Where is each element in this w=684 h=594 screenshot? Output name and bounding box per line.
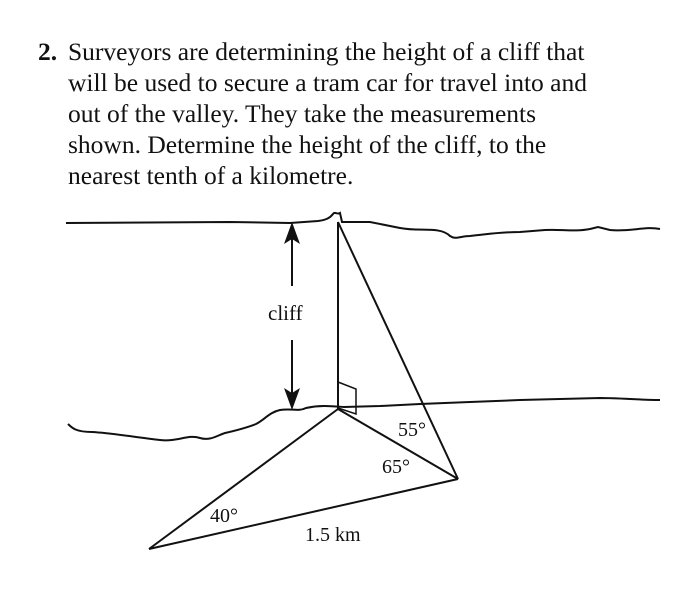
angle-right-label: 65° bbox=[382, 456, 410, 478]
cliff-label: cliff bbox=[268, 301, 303, 325]
distance-label: 1.5 km bbox=[305, 524, 361, 546]
question-line-1: Surveyors are determining the height of a cliff that bbox=[68, 37, 585, 66]
question-line-3: out of the valley. They take the measurements bbox=[68, 99, 537, 128]
question-line-4: shown. Determine the height of the cliff, to the bbox=[68, 130, 547, 159]
cliff-top-ground-line bbox=[66, 213, 660, 238]
question-line-2: will be used to secure a tram car for travel into and bbox=[68, 68, 588, 97]
angle-left-label: 40° bbox=[210, 505, 238, 527]
question-number: 2. bbox=[38, 37, 58, 66]
question-line-5: nearest tenth of a kilometre. bbox=[68, 161, 354, 190]
valley-ground-line bbox=[68, 398, 660, 440]
angle-top-label: 55° bbox=[398, 419, 426, 441]
right-angle-marker bbox=[338, 382, 356, 414]
